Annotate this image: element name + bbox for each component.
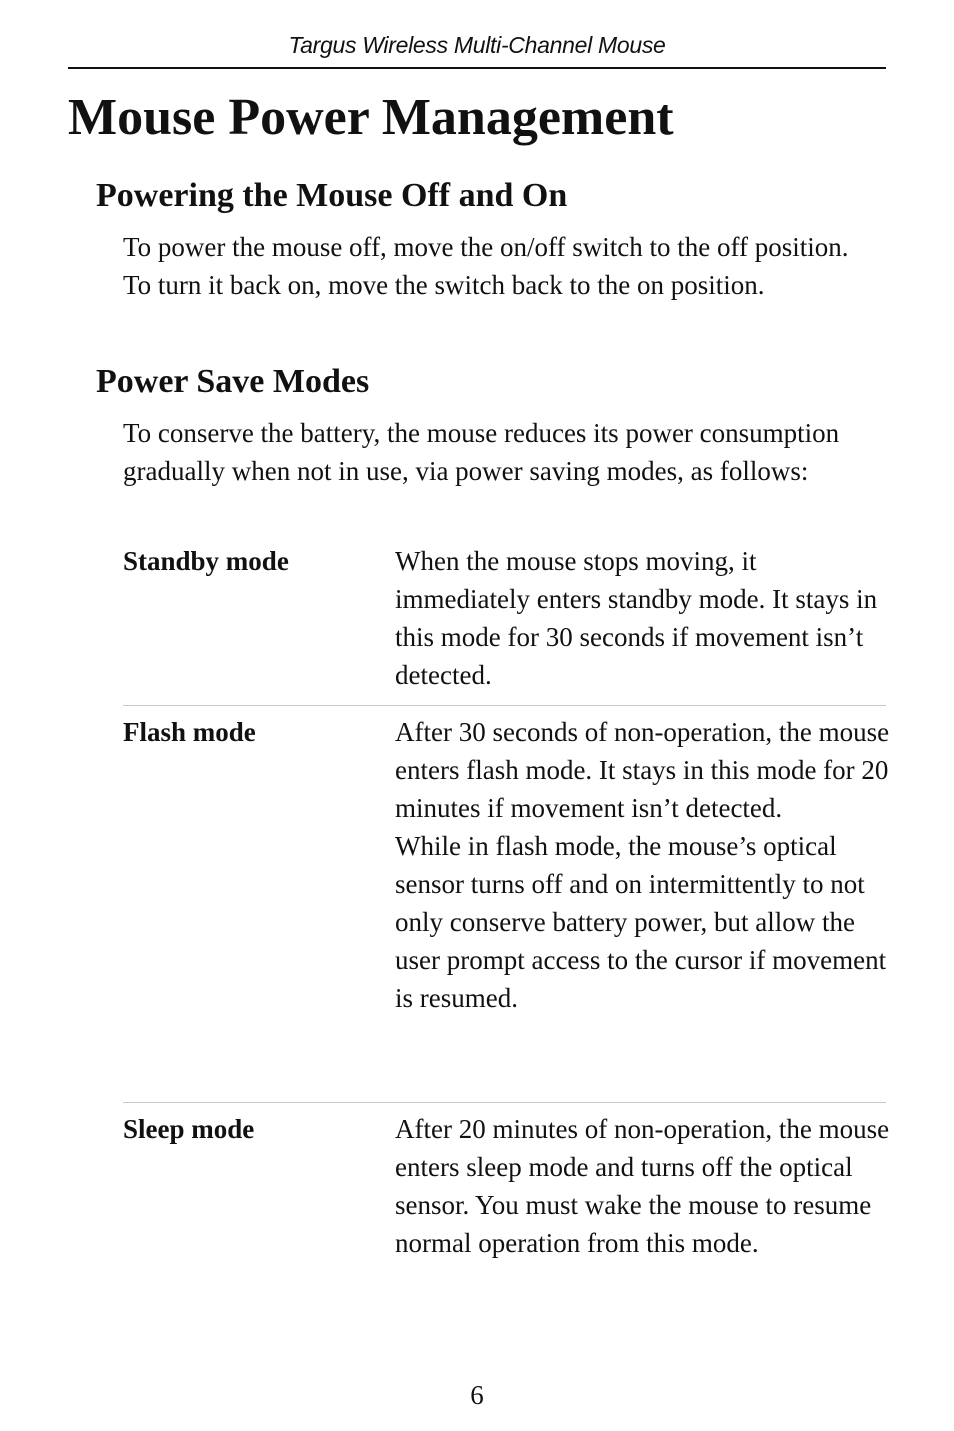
mode-description-paragraph: While in flash mode, the mouse’s optical sensor turns off and on intermittently to not only conserve battery power, but allow the user prompt access to the cursor if movement is resumed. [395,831,887,1013]
section-paragraph-powering: To power the mouse off, move the on/off switch to the off position. To turn it back on, move the switch back to the on position. [123,232,849,300]
mode-description-standby [395,542,895,694]
section-heading-powering: Powering the Mouse Off and On [96,177,568,214]
mode-description-paragraph: When the mouse stops moving, it immediately enters standby mode. It stays in this mode for 30 seconds if movement isn’t detected. [395,546,878,690]
mode-description-sleep [395,1110,895,1262]
page-title: Mouse Power Management [68,89,674,146]
running-header: Targus Wireless Multi-Channel Mouse [288,32,666,58]
mode-description-paragraph: After 30 seconds of non-operation, the mouse enters flash mode. It stays in this mode for 20 minutes if movement isn’t detected. [395,717,890,823]
section-paragraph-power-save: To conserve the battery, the mouse reduces its power consumption gradually when not in use, via power saving modes, as follows: [123,418,840,486]
mode-description-paragraph: After 20 minutes of non-operation, the mouse enters sleep mode and turns off the optical sensor. You must wake the mouse to resume normal operation from this mode. [395,1114,890,1258]
header-rule [68,67,886,69]
mode-description-flash [395,713,895,1017]
mode-row-flash [123,713,890,1103]
page-number: 6 [470,1380,484,1410]
mode-row-standby [123,542,886,706]
mode-name-flash: Flash mode [123,717,256,747]
mode-name-standby: Standby mode [123,546,289,576]
mode-row-sleep [123,1110,890,1300]
mode-name-sleep: Sleep mode [123,1114,255,1144]
section-heading-power-save: Power Save Modes [96,363,370,400]
